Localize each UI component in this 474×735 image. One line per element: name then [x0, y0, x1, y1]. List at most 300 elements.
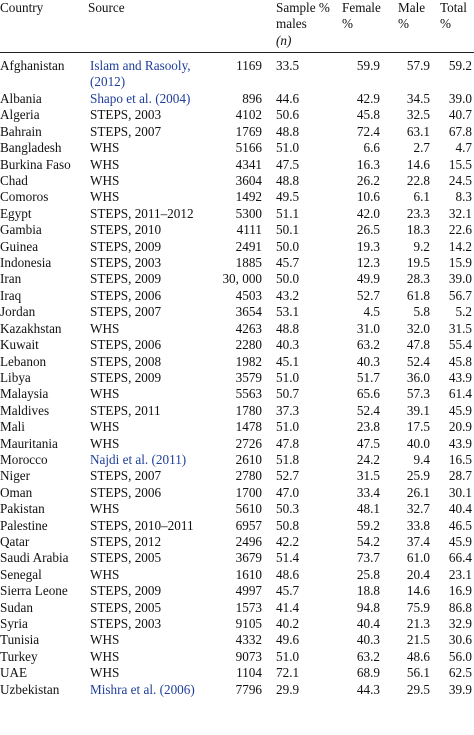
- sample-males-cell: 50.3: [276, 501, 300, 517]
- female-cell: 65.6: [356, 386, 380, 402]
- country-cell: Algeria: [0, 107, 40, 123]
- header-female: Female %: [338, 0, 394, 53]
- sample-size-cell: 7796: [235, 681, 262, 697]
- total-cell: 28.7: [448, 468, 472, 484]
- country-cell: Qatar: [0, 533, 30, 549]
- sample-size-cell: 1769: [235, 123, 262, 139]
- table-row: [0, 222, 474, 238]
- total-cell: 40.4: [448, 501, 472, 517]
- table-row: [0, 501, 474, 517]
- sample-males-cell: 51.1: [276, 205, 300, 221]
- table-row: [0, 665, 474, 681]
- sample-males-cell: 40.3: [276, 337, 300, 353]
- sample-males-cell: 47.5: [276, 156, 300, 172]
- male-cell: 2.7: [413, 140, 430, 156]
- male-cell: 17.5: [406, 419, 430, 435]
- male-cell: 36.0: [406, 369, 430, 385]
- sample-males-cell: 49.5: [276, 189, 300, 205]
- female-cell: 42.0: [356, 205, 380, 221]
- male-cell: 48.6: [406, 648, 430, 664]
- header-sample-males: Sample % males (n): [270, 0, 338, 53]
- table-header: [0, 0, 474, 53]
- sample-size-cell: 4332: [235, 632, 262, 648]
- table-row: [0, 386, 474, 402]
- male-cell: 14.6: [406, 156, 430, 172]
- total-cell: 67.8: [448, 123, 472, 139]
- source-cell: WHS: [90, 435, 120, 451]
- table-row: [0, 567, 474, 583]
- total-cell: 15.5: [448, 156, 472, 172]
- sample-size-cell: 2491: [235, 238, 262, 254]
- source-cell: WHS: [90, 156, 120, 172]
- male-cell: 18.3: [406, 222, 430, 238]
- total-cell: 32.1: [448, 205, 472, 221]
- female-cell: 23.8: [356, 419, 380, 435]
- sample-size-cell: 3604: [235, 173, 262, 189]
- sample-males-cell: 48.8: [276, 320, 300, 336]
- country-cell: Afghanistan: [0, 58, 65, 73]
- total-cell: 23.1: [448, 566, 472, 582]
- female-cell: 40.4: [356, 616, 380, 631]
- female-cell: 49.9: [356, 271, 380, 287]
- sample-size-cell: 1610: [235, 566, 262, 582]
- male-cell: 61.8: [406, 287, 430, 303]
- sample-males-cell: 43.2: [276, 287, 300, 303]
- sample-males-cell: 45.7: [276, 255, 300, 271]
- sample-males-cell: 72.1: [276, 665, 300, 681]
- female-cell: 59.9: [356, 58, 380, 73]
- male-cell: 14.6: [406, 583, 430, 599]
- sample-size-cell: 2726: [235, 435, 262, 451]
- total-cell: 43.9: [448, 435, 472, 451]
- male-cell: 32.7: [406, 501, 430, 517]
- total-cell: 39.9: [448, 681, 472, 697]
- source-cell: STEPS, 2008: [90, 353, 162, 369]
- total-cell: 45.9: [448, 402, 472, 418]
- male-cell: 32.5: [406, 107, 430, 123]
- total-cell: 24.5: [448, 173, 472, 189]
- source-cell[interactable]: Najdi et al. (2011): [90, 451, 187, 467]
- female-cell: 47.5: [356, 435, 380, 451]
- country-cell: Iran: [0, 271, 22, 287]
- table-row: [0, 468, 474, 484]
- header-source: Source: [88, 0, 212, 53]
- total-cell: 20.9: [448, 419, 472, 435]
- sample-size-cell: 3579: [235, 369, 262, 385]
- country-cell: Senegal: [0, 566, 42, 582]
- country-cell: Oman: [0, 484, 33, 500]
- table-row: [0, 271, 474, 287]
- country-cell: Turkey: [0, 648, 38, 664]
- sample-size-cell: 5610: [235, 501, 262, 517]
- table-row: [0, 140, 474, 156]
- header-n: [212, 0, 270, 53]
- male-cell: 26.1: [406, 484, 430, 500]
- total-cell: 61.4: [448, 386, 472, 402]
- table-row: [0, 550, 474, 566]
- total-cell: 55.4: [448, 337, 472, 353]
- source-cell: STEPS, 2007: [90, 123, 162, 139]
- male-cell: 19.5: [406, 255, 430, 271]
- sample-size-cell: 1700: [235, 484, 262, 500]
- total-cell: 66.4: [448, 550, 472, 566]
- source-cell: WHS: [90, 320, 120, 336]
- country-cell: Iraq: [0, 287, 22, 303]
- total-cell: 4.7: [455, 140, 472, 156]
- sample-size-cell: 1492: [235, 189, 262, 205]
- sample-males-cell: 45.1: [276, 353, 300, 369]
- total-cell: 14.2: [448, 238, 472, 254]
- source-cell: STEPS, 2005: [90, 599, 162, 615]
- sample-size-cell: 896: [242, 91, 262, 106]
- sample-size-cell: 6957: [235, 517, 262, 533]
- total-cell: 86.8: [448, 599, 472, 615]
- female-cell: 26.5: [356, 222, 380, 238]
- table-row: [0, 436, 474, 452]
- sample-size-cell: 1573: [235, 599, 262, 615]
- total-cell: 56.7: [448, 287, 472, 303]
- table-row: [0, 304, 474, 320]
- total-cell: 31.5: [448, 320, 472, 336]
- sample-size-cell: 2280: [235, 337, 262, 353]
- total-cell: 46.5: [448, 517, 472, 533]
- table-row: [0, 321, 474, 337]
- source-cell: WHS: [90, 189, 120, 205]
- country-cell: Burkina Faso: [0, 156, 71, 172]
- female-cell: 19.3: [356, 238, 380, 254]
- female-cell: 48.1: [356, 501, 380, 517]
- male-cell: 39.1: [406, 402, 430, 418]
- sample-males-cell: 33.5: [276, 58, 300, 73]
- total-cell: 39.0: [448, 91, 472, 106]
- sample-size-cell: 4997: [235, 583, 262, 599]
- source-cell: STEPS, 2010–2011: [90, 517, 194, 533]
- female-cell: 26.2: [356, 173, 380, 189]
- female-cell: 63.2: [356, 648, 380, 664]
- male-cell: 29.5: [406, 681, 430, 697]
- table-row: [0, 616, 474, 632]
- female-cell: 10.6: [356, 189, 380, 205]
- total-cell: 45.8: [448, 353, 472, 369]
- female-cell: 40.3: [356, 353, 380, 369]
- sample-males-cell: 50.6: [276, 107, 300, 123]
- sample-size-cell: 1885: [235, 255, 262, 271]
- male-cell: 40.0: [406, 435, 430, 451]
- country-cell: UAE: [0, 665, 28, 681]
- sample-size-cell: 9073: [235, 648, 262, 664]
- total-cell: 15.9: [448, 255, 472, 271]
- table-row: [0, 288, 474, 304]
- table-row: [0, 189, 474, 205]
- sample-males-cell: 51.0: [276, 369, 300, 385]
- country-cell: Sudan: [0, 599, 33, 615]
- table-row: [0, 682, 474, 698]
- sample-males-cell: 50.7: [276, 386, 300, 402]
- male-cell: 22.8: [406, 173, 430, 189]
- male-cell: 23.3: [406, 205, 430, 221]
- country-cell: Uzbekistan: [0, 681, 60, 697]
- female-cell: 16.3: [356, 156, 380, 172]
- sample-males-cell: 52.7: [276, 468, 300, 484]
- table-row: [0, 107, 474, 123]
- sample-males-cell: 51.4: [276, 550, 300, 566]
- country-cell: Sierra Leone: [0, 583, 68, 599]
- sample-size-cell: 2780: [235, 468, 262, 484]
- header-total: Total %: [438, 0, 474, 53]
- country-cell: Egypt: [0, 205, 32, 221]
- country-cell: Syria: [0, 616, 28, 631]
- country-cell: Kazakhstan: [0, 320, 62, 336]
- sample-males-cell: 51.0: [276, 419, 300, 435]
- country-cell: Gambia: [0, 222, 42, 238]
- source-cell[interactable]: Shapo et al. (2004): [90, 91, 191, 106]
- male-cell: 57.9: [406, 58, 430, 73]
- table-row: [0, 403, 474, 419]
- country-cell: Palestine: [0, 517, 48, 533]
- table-row: [0, 534, 474, 550]
- source-cell: WHS: [90, 566, 120, 582]
- sample-size-cell: 5563: [235, 386, 262, 402]
- sample-size-cell: 5300: [235, 205, 262, 221]
- source-cell: STEPS, 2007: [90, 304, 162, 320]
- male-cell: 5.8: [413, 304, 430, 320]
- total-cell: 30.6: [448, 632, 472, 648]
- total-cell: 8.3: [455, 189, 472, 205]
- female-cell: 51.7: [356, 369, 380, 385]
- male-cell: 9.4: [413, 451, 430, 467]
- table-row: [0, 370, 474, 386]
- table-row: [0, 239, 474, 255]
- source-cell: STEPS, 2012: [90, 533, 162, 549]
- sample-size-cell: 3654: [235, 304, 262, 320]
- female-cell: 40.3: [356, 632, 380, 648]
- sample-size-cell: 4111: [236, 222, 262, 238]
- sample-size-cell: 4102: [235, 107, 262, 123]
- female-cell: 24.2: [356, 451, 380, 467]
- male-cell: 20.4: [406, 566, 430, 582]
- source-cell: STEPS, 2011–2012: [90, 205, 194, 221]
- sample-males-cell: 48.8: [276, 173, 300, 189]
- sample-size-cell: 1104: [236, 665, 262, 681]
- sample-males-cell: 37.3: [276, 402, 300, 418]
- table-row: [0, 583, 474, 599]
- country-cell: Bangladesh: [0, 140, 62, 156]
- sample-size-cell: 2496: [235, 533, 262, 549]
- sample-size-cell: 4263: [235, 320, 262, 336]
- sample-size-cell: 1169: [236, 58, 262, 73]
- female-cell: 31.5: [356, 468, 380, 484]
- sample-males-cell: 48.8: [276, 123, 300, 139]
- male-cell: 28.3: [406, 271, 430, 287]
- source-cell: STEPS, 2006: [90, 484, 162, 500]
- sample-size-cell: 1478: [235, 419, 262, 435]
- sample-males-cell: 45.7: [276, 583, 300, 599]
- female-cell: 44.3: [356, 681, 380, 697]
- table-row: [0, 124, 474, 140]
- country-cell: Maldives: [0, 402, 50, 418]
- total-cell: 16.5: [448, 451, 472, 467]
- female-cell: 6.6: [363, 140, 380, 156]
- female-cell: 52.4: [356, 402, 380, 418]
- source-cell: WHS: [90, 173, 120, 189]
- table-row: [0, 255, 474, 271]
- table-row: [0, 518, 474, 534]
- source-cell: STEPS, 2005: [90, 550, 162, 566]
- total-cell: 40.7: [448, 107, 472, 123]
- female-cell: 72.4: [356, 123, 380, 139]
- sample-size-cell: 30, 000: [222, 271, 262, 287]
- female-cell: 31.0: [356, 320, 380, 336]
- country-cell: Jordan: [0, 304, 36, 320]
- sample-males-cell: 50.1: [276, 222, 300, 238]
- source-cell: STEPS, 2006: [90, 337, 162, 353]
- source-cell: WHS: [90, 632, 120, 648]
- country-cell: Albania: [0, 91, 42, 106]
- sample-males-cell: 49.6: [276, 632, 300, 648]
- table-row: [0, 649, 474, 665]
- source-cell: WHS: [90, 140, 120, 156]
- male-cell: 34.5: [406, 91, 430, 106]
- female-cell: 94.8: [356, 599, 380, 615]
- source-cell[interactable]: Islam and Rasooly, (2012): [90, 58, 191, 90]
- female-cell: 42.9: [356, 91, 380, 106]
- table-row: [0, 91, 474, 107]
- sample-size-cell: 4341: [235, 156, 262, 172]
- source-cell: STEPS, 2009: [90, 238, 162, 254]
- header-country: Country: [0, 0, 88, 53]
- sample-males-cell: 51.8: [276, 451, 300, 467]
- country-cell: Lebanon: [0, 353, 47, 369]
- male-cell: 37.4: [406, 533, 430, 549]
- total-cell: 30.1: [448, 484, 472, 500]
- table-row: [0, 354, 474, 370]
- female-cell: 68.9: [356, 665, 380, 681]
- sample-males-cell: 40.2: [276, 616, 300, 631]
- table-row: [0, 206, 474, 222]
- female-cell: 25.8: [356, 566, 380, 582]
- source-cell: STEPS, 2003: [90, 107, 162, 123]
- source-cell: STEPS, 2003: [90, 616, 162, 631]
- header-male: Male %: [394, 0, 438, 53]
- country-cell: Mali: [0, 419, 25, 435]
- total-cell: 56.0: [448, 648, 472, 664]
- country-cell: Niger: [0, 468, 31, 484]
- male-cell: 61.0: [406, 550, 430, 566]
- sample-males-cell: 47.0: [276, 484, 300, 500]
- male-cell: 57.3: [406, 386, 430, 402]
- male-cell: 52.4: [406, 353, 430, 369]
- total-cell: 5.2: [455, 304, 472, 320]
- sample-males-cell: 53.1: [276, 304, 300, 320]
- sample-size-cell: 5166: [235, 140, 262, 156]
- male-cell: 33.8: [406, 517, 430, 533]
- sample-size-cell: 3679: [235, 550, 262, 566]
- country-cell: Kuwait: [0, 337, 39, 353]
- female-cell: 52.7: [356, 287, 380, 303]
- sample-size-cell: 9105: [235, 616, 262, 631]
- male-cell: 56.1: [406, 665, 430, 681]
- table-row: [0, 452, 474, 468]
- country-cell: Tunisia: [0, 632, 40, 648]
- sample-males-cell: 50.0: [276, 271, 300, 287]
- female-cell: 45.8: [356, 107, 380, 123]
- source-cell: WHS: [90, 419, 120, 435]
- table-row: [0, 419, 474, 435]
- source-cell: STEPS, 2009: [90, 583, 162, 599]
- total-cell: 45.9: [448, 533, 472, 549]
- sample-males-cell: 51.0: [276, 648, 300, 664]
- female-cell: 12.3: [356, 255, 380, 271]
- male-cell: 9.2: [413, 238, 430, 254]
- female-cell: 18.8: [356, 583, 380, 599]
- table-row: [0, 485, 474, 501]
- male-cell: 47.8: [406, 337, 430, 353]
- source-cell: WHS: [90, 648, 120, 664]
- female-cell: 4.5: [363, 304, 380, 320]
- male-cell: 6.1: [413, 189, 430, 205]
- sample-males-cell: 47.8: [276, 435, 300, 451]
- total-cell: 22.6: [448, 222, 472, 238]
- sample-males-cell: 29.9: [276, 681, 300, 697]
- country-cell: Bahrain: [0, 123, 42, 139]
- male-cell: 21.5: [406, 632, 430, 648]
- source-cell: STEPS, 2006: [90, 287, 162, 303]
- source-cell: STEPS, 2009: [90, 369, 162, 385]
- source-cell: STEPS, 2010: [90, 222, 162, 238]
- country-cell: Malaysia: [0, 386, 49, 402]
- female-cell: 73.7: [356, 550, 380, 566]
- source-cell: WHS: [90, 665, 120, 681]
- male-cell: 63.1: [406, 123, 430, 139]
- source-cell: STEPS, 2009: [90, 271, 162, 287]
- table-row: [0, 632, 474, 648]
- male-cell: 25.9: [406, 468, 430, 484]
- country-cell: Chad: [0, 173, 28, 189]
- country-cell: Indonesia: [0, 255, 52, 271]
- country-cell: Saudi Arabia: [0, 550, 69, 566]
- female-cell: 59.2: [356, 517, 380, 533]
- total-cell: 62.5: [448, 665, 472, 681]
- country-cell: Morocco: [0, 451, 48, 467]
- table-row: [0, 157, 474, 173]
- sample-size-cell: 1780: [235, 402, 262, 418]
- source-cell: STEPS, 2003: [90, 255, 162, 271]
- sample-males-cell: 44.6: [276, 91, 300, 106]
- sample-males-cell: 42.2: [276, 533, 300, 549]
- sample-size-cell: 2610: [235, 451, 262, 467]
- country-cell: Mauritania: [0, 435, 58, 451]
- total-cell: 39.0: [448, 271, 472, 287]
- total-cell: 32.9: [448, 616, 472, 631]
- male-cell: 32.0: [406, 320, 430, 336]
- male-cell: 21.3: [406, 616, 430, 631]
- source-cell: WHS: [90, 501, 120, 517]
- female-cell: 33.4: [356, 484, 380, 500]
- source-cell: STEPS, 2007: [90, 468, 162, 484]
- total-cell: 16.9: [448, 583, 472, 599]
- table-row: [0, 173, 474, 189]
- table-body: [0, 53, 474, 699]
- source-cell: STEPS, 2011: [90, 402, 161, 418]
- total-cell: 59.2: [448, 58, 472, 73]
- sample-males-cell: 50.8: [276, 517, 300, 533]
- source-cell: WHS: [90, 386, 120, 402]
- country-cell: Guinea: [0, 238, 39, 254]
- table-row: [0, 600, 474, 616]
- source-cell[interactable]: Mishra et al. (2006): [90, 681, 195, 697]
- sample-males-cell: 41.4: [276, 599, 300, 615]
- table-row: [0, 337, 474, 353]
